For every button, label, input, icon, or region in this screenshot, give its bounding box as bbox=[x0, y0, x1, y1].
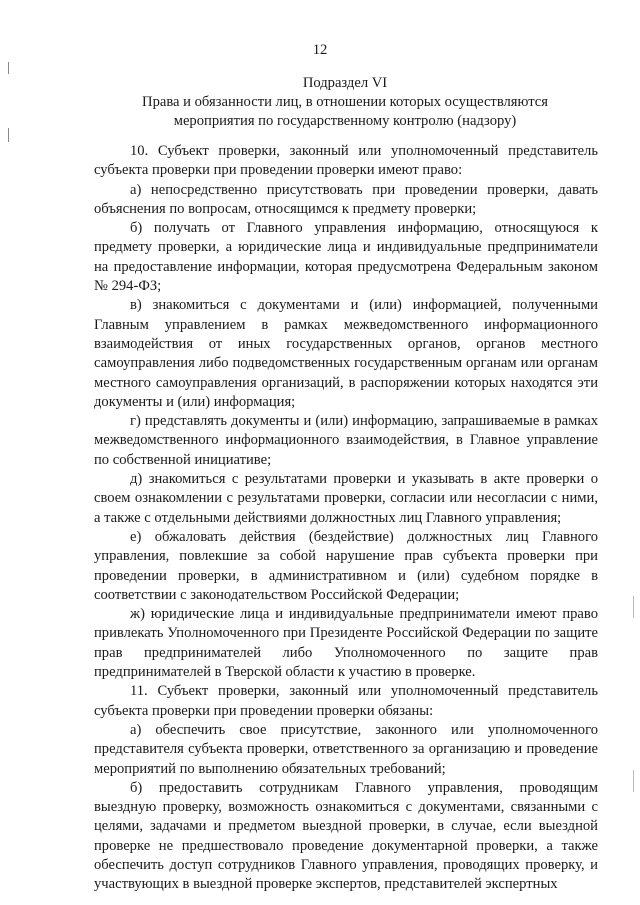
document-body bbox=[94, 142, 598, 895]
paragraph-10d: д) знакомиться с результатами проверки и указывать в акте проверки о своем ознакомлении с результатами проверки, согласии или несогласии с ними, а также с отдельными действиями должностных лиц Главного управления; bbox=[94, 471, 598, 526]
right-margin-mark bbox=[633, 770, 634, 792]
paragraph-10e: е) обжаловать действия (бездействие) должностных лиц Главного управления, повлекшие за собой нарушение прав субъекта проверки при проведении проверки, в административном и (или) судебном порядке в соответствии с законодательством Российской Федерации; bbox=[94, 528, 598, 603]
paragraph-10: 10. Субъект проверки, законный или уполномоченный представитель субъекта проверки при проведении проверки имеют право: bbox=[94, 143, 598, 179]
paragraph-10a: а) непосредственно присутствовать при проведении проверки, давать объяснения по вопросам, относящимся к предмету проверки; bbox=[94, 181, 598, 217]
left-margin-mark bbox=[8, 128, 9, 142]
page-number: 12 bbox=[312, 42, 328, 58]
right-margin-mark bbox=[633, 596, 634, 618]
paragraph-10v: в) знакомиться с документами и (или) информацией, полученными Главным управлением в рамках межведомственного информационного взаимодействия от иных государственных органов, органов местного самоуправления либо подведомственных государственным органам или органам местного самоуправления организаций, в распоряжении которых находятся эти документы и (или) информация; bbox=[94, 297, 598, 410]
section-heading bbox=[90, 74, 600, 131]
left-margin-mark bbox=[8, 62, 9, 74]
paragraph-10g: г) представлять документы и (или) информацию, запрашиваемые в рамках межведомственного информационного взаимодействия, в Главное управление по собственной инициативе; bbox=[94, 413, 598, 468]
section-title-line-2: мероприятия по государственному контролю (надзору) bbox=[173, 113, 517, 129]
subsection-label: Подраздел VI bbox=[302, 75, 388, 91]
paragraph-11: 11. Субъект проверки, законный или уполномоченный представитель субъекта проверки при проведении проверки обязаны: bbox=[94, 683, 598, 719]
paragraph-11b: б) предоставить сотрудникам Главного управления, проводящим выездную проверку, возможность ознакомиться с документами, связанными с целями, задачами и предметом выездной проверки, в случае, если выездной проверке не предшествовало проведение документарной проверки, а также обеспечить доступ сотрудников Главного управления, проводящих проверку, и участвующих в выездной проверке экспертов, представителей экспертных bbox=[94, 779, 598, 893]
paragraph-10b: б) получать от Главного управления информацию, относящуюся к предмету проверки, а юридические лица и индивидуальные предприниматели на предоставление информации, которая предусмотрена Федеральным законом № 294-ФЗ; bbox=[94, 220, 598, 295]
section-title-line-1: Права и обязанности лиц, в отношении которых осуществляются bbox=[142, 94, 548, 110]
paragraph-11a: а) обеспечить свое присутствие, законного или уполномоченного представителя субъекта проверки, ответственного за организацию и проведение мероприятий по выполнению обязательных требований; bbox=[94, 721, 598, 777]
paragraph-10zh: ж) юридические лица и индивидуальные предприниматели имеют право привлекать Уполномоченного при Президенте Российской Федерации по защите прав предпринимателей либо Уполномоченного по защите прав предпринимателей в Тверской области к участию в проверке. bbox=[94, 606, 598, 681]
